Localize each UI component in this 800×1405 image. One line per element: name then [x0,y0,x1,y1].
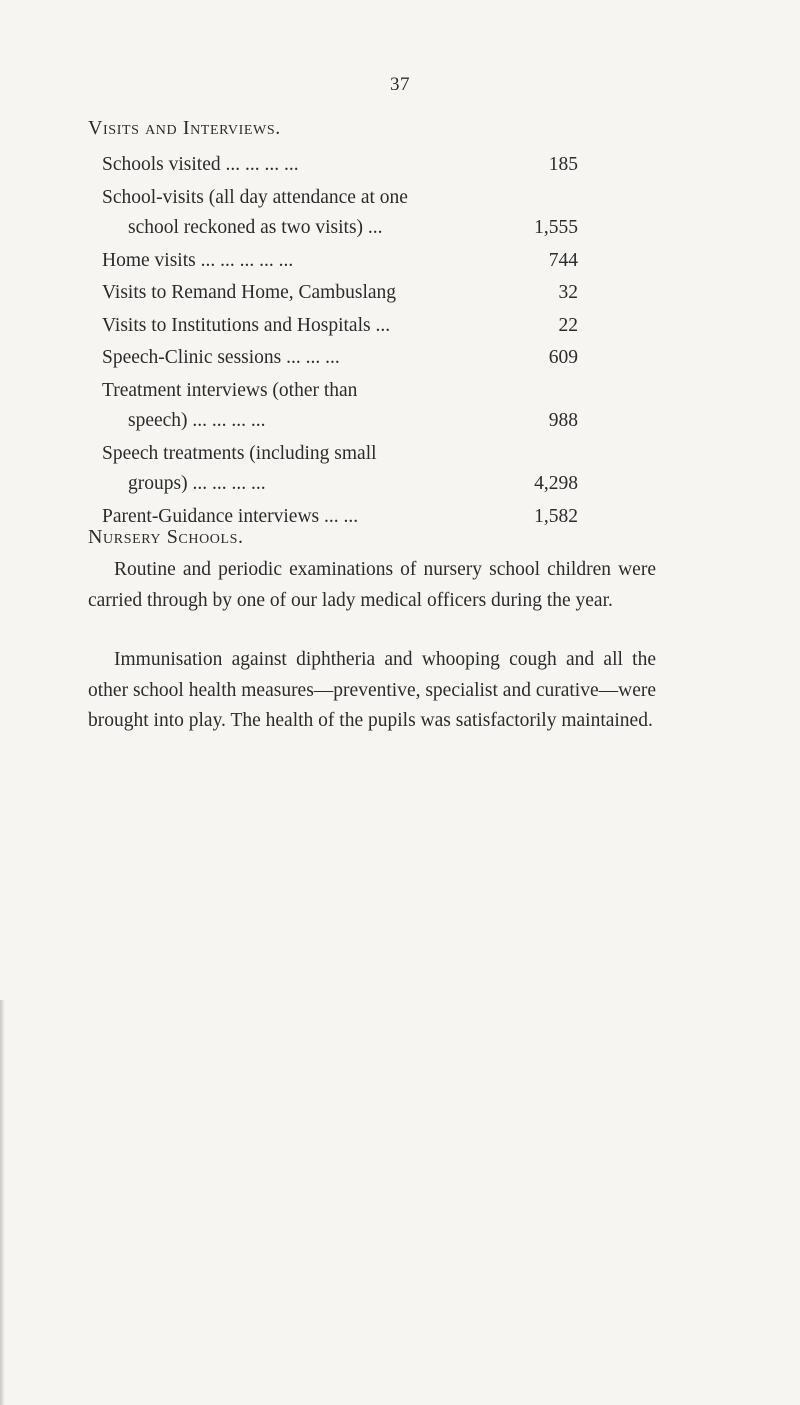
stat-label: Home visits ... ... ... ... ... [102,249,294,271]
stat-label: Schools visited ... ... ... ... [102,154,299,175]
stat-value: 1,555 [534,217,578,238]
scan-edge-shadow [0,1000,5,1405]
stat-label-line2: speech) ... ... ... ... [128,410,266,431]
stat-value: 4,298 [534,473,578,494]
stat-value: 744 [548,249,578,271]
stat-row-speech-clinic [88,343,588,374]
stat-label-line2: school reckoned as two visits) ... [128,217,383,238]
nursery-paragraph-2: Immunisation against diphtheria and whooping cough and all the other school health measures—preventive, specialist and curative—were brought into play. The health of the pupils was satisfactorily maintained. [88,649,656,731]
stat-label: Parent-Guidance interviews ... ... [102,505,359,527]
stat-row-institutions [88,311,588,342]
stat-label-line1: Speech treatments (including small [102,442,377,464]
nursery-paragraph-1: Routine and periodic examinations of nursery school children were carried through by one of our lady medical officers during the year. [88,559,656,611]
visits-heading: Visits and Interviews. [88,117,281,139]
stat-label [102,439,494,500]
stat-label: Visits to Remand Home, Cambuslang [102,282,397,303]
stat-value: 32 [558,282,578,303]
visits-table [88,150,588,534]
stat-label [102,183,494,244]
stat-value: 1,582 [534,505,578,527]
stat-row-treatment-interviews [88,376,588,437]
nursery-heading: Nursery Schools. [88,526,244,548]
stat-label: Speech-Clinic sessions ... ... ... [102,347,340,368]
stat-label-line1: Treatment interviews (other than [102,379,358,401]
stat-value: 988 [548,410,578,431]
stat-label [102,376,494,437]
stat-value: 185 [548,154,578,175]
stat-row-home-visits [88,246,588,277]
page-number: 37 [390,74,410,95]
stat-row-schools-visited [88,150,588,181]
stat-row-speech-treatments [88,439,588,500]
stat-label-line2: groups) ... ... ... ... [128,473,266,494]
stat-row-remand-home [88,278,588,309]
stat-row-school-visits [88,183,588,244]
stat-value: 609 [548,347,578,368]
stat-label: Visits to Institutions and Hospitals ... [102,314,391,336]
stat-label-line1: School-visits (all day attendance at one [102,186,408,208]
stat-value: 22 [558,314,578,336]
